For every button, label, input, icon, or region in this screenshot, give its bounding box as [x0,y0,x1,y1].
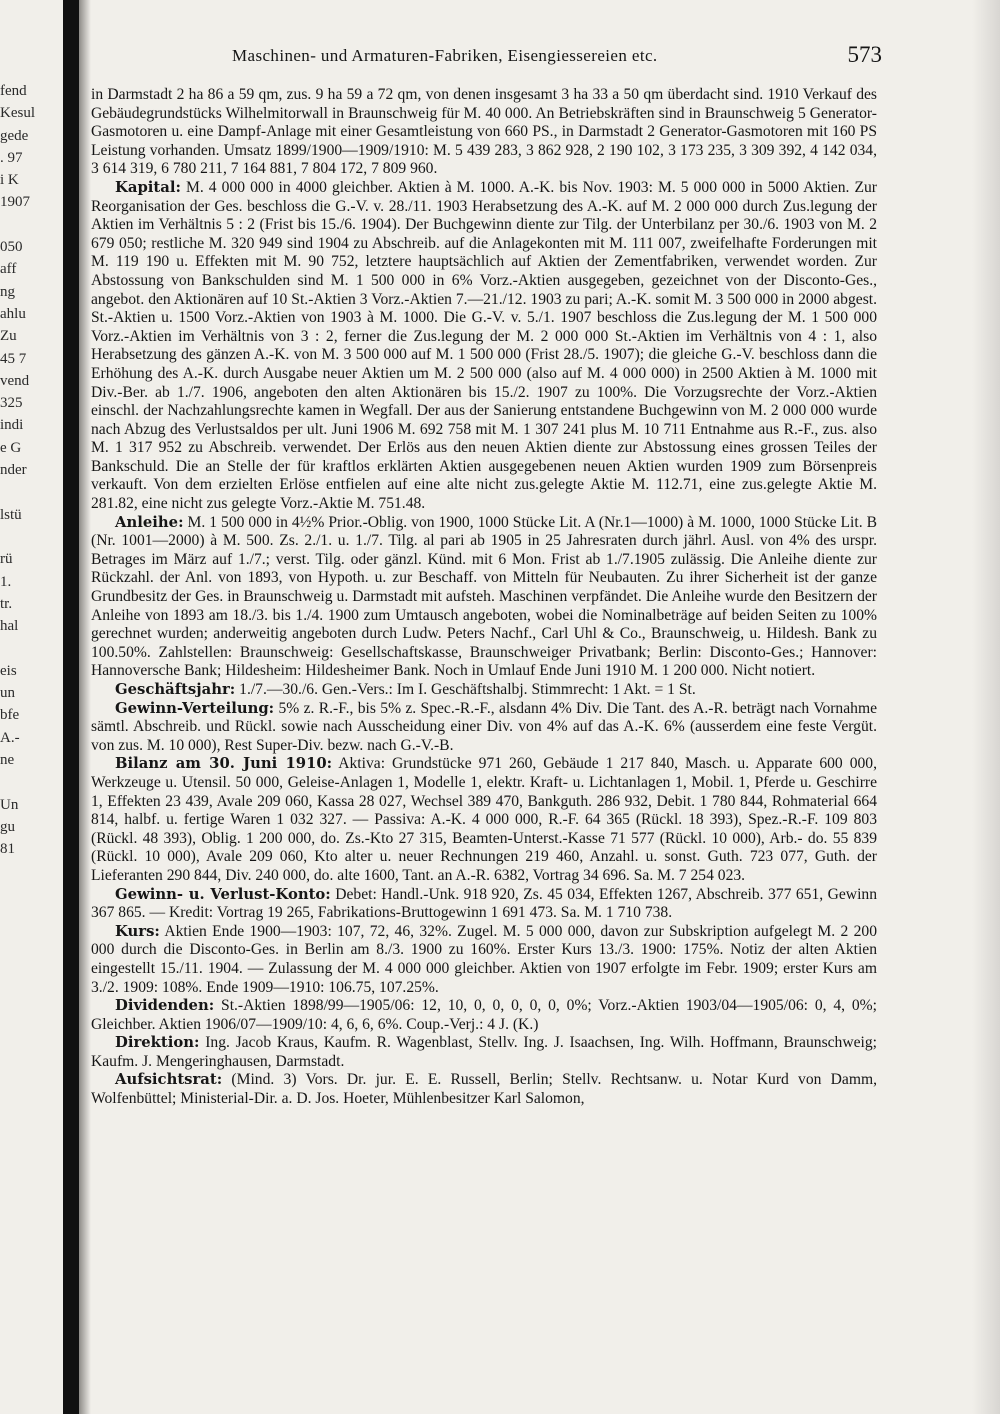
book-binding-edge [63,0,79,1414]
section-label: Kurs: [115,922,160,940]
paragraph-aufsichtsrat [91,1071,877,1108]
fragment-line: 1907 [0,194,30,211]
paragraph-text: Aktien Ende 1900—1903: 107, 72, 46, 32%. Zugel. M. 5 000 000, davon zur Subskription aufgelegt M. 2 200 000 durch die Disconto-Ges. in Berlin am 8./3. 1900 zu 160%. Erster Kurs 13./3. 1900: 175%. Notiz der alten Aktien eingestellt 15./11. 1904. — Zulassung der M. 4 000 000 gleichber. Aktien von 1907 erfolgte im Febr. 1909; erster Kurs am 3./2. 1909: 108%. Ende 1909—1910: 106.75, 107.25%. [91,922,877,996]
paragraph-text: (Mind. 3) Vors. Dr. jur. E. E. Russell, Berlin; Stellv. Rechtsanw. u. Notar Kurd von Damm, Wolfenbüttel; Ministerial-Dir. a. D. Jos. Hoeter, Mühlenbesitzer Karl Salomon, [91,1071,877,1108]
paragraph-text: Ing. Jacob Kraus, Kaufm. R. Wagenblast, Stellv. Ing. J. Isaachsen, Ing. Wilh. Hoffmann, Braunschweig; Kaufm. J. Mengeringhausen, Darmstadt. [91,1034,877,1070]
fragment-line [0,905,60,927]
fragment-line [0,637,60,659]
fragment-line [0,972,60,994]
paragraph-text: 5% z. R.-F., bis 5% z. Spec.-R.-F., alsdann 4% Div. Die Tant. des A.-R. beträgt nach Vornahme sämtl. Abschreib. und Rückl. sowie nach Ausscheidung einer Div. von 4% auf das A.-K. 6% (ausserdem eine feste Vergüt. von zus. M. 10 000), Rest Super-Div. bezw. nach G.-V.-B. [91,699,877,754]
fragment-line: gede [0,127,29,144]
fragment-line: Zu [0,328,17,345]
section-label: Direktion: [115,1034,200,1052]
fragment-line: Un [0,796,19,813]
paragraph-dividenden [91,997,877,1034]
section-label: Geschäftsjahr: [115,681,236,698]
fragment-line: 81 [0,841,15,858]
fragment-line: e G [0,439,22,456]
paragraph-text: in Darmstadt 2 ha 86 a 59 qm, zus. 9 ha 59 a 72 qm, von denen insgesamt 3 ha 33 a 50 qm überdacht sind. 1910 Verkauf des Gebäudegrundstücks Wilhelmitorwall in Braunschweig für M. 40 000. An Betriebskräften sind in Braunschweig 5 Generator-Gasmotoren u. eine Dampf-Anlage mit einer Gesamtleistung von 660 PS., in Darmstadt 2 Generator-Gasmotoren mit 160 PS Leistung vorhanden. Umsatz 1899/1900—1909/1910: M. 5 439 283, 3 862 928, 2 190 102, 3 173 235, 3 309 392, 4 142 034, 3 614 319, 6 780 211, 7 164 881, 7 804 172, 7 809 960. [91,86,877,178]
fragment-line: hal [0,618,19,635]
page-edge [972,0,1000,1414]
paragraph-text: M. 4 000 000 in 4000 gleichber. Aktien à M. 1000. A.-K. bis Nov. 1903: M. 5 000 000 in 5000 Aktien. Zur Reorganisation der Ges. beschloss die G.-V. v. 28./11. 1903 Herabsetzung des A.-K. auf M. 2 000 000 durch Zus.legung der Aktien im Verhältnis 5 : 2 (Frist bis 15./6. 1904). Der Buchgewinn diente zur Tilg. der Unterbilanz per 30./6. 1903 von M. 2 679 050; restliche M. 320 949 sind 1904 zu Abschreib. auf die Anlagekonten mit M. 111 007, zweifelhafte Forderungen mit M. 119 190 u. Effekten mit M. 90 752, letztere hauptsächlich auf Aktien der Zementfabriken, verwendet worden. Zur Abstossung von Bankschulden sind M. 1 500 000 in 6% Vorz.-Aktien ausgegeben, gezeichnet von der Disconto-Ges., angebot. den Aktionären auf 10 St.-Aktien 3 Vorz.-Aktien 7.—21./12. 1903 zu pari; A.-K. somit M. 3 500 000 in 2000 abgest. St.-Aktien u. 1500 Vorz.-Aktien von 1903 à M. 1000. Die G.-V. v. 5./1. 1907 beschloss die Zus.legung der M. 1 500 000 Vorz.-Aktien im Verhältnis von 3 : 2, ferner die Zus.legung der M. 2 000 000 St.-Aktien im Verhältnis von 4 : 1, also Herabsetzung des gänzen A.-K. von M. 3 500 000 auf M. 1 500 000 (Frist 28./5. 1907); die gleiche G.-V. beschloss dann die Erhöhung des A.-K. durch Ausgabe neuer Aktien um M. 2 500 000 (also auf M. 4 000 000) in 2500 Aktien à M. 1000 mit Div.-Ber. ab 1./7. 1906, angeboten den alten Aktionären bis 15./2. 1907 zu 100%. Die Vorzugsrechte der Vorz.-Aktien einschl. der Nachzahlungsrechte kamen in Wegfall. Der aus der Sanierung entstandene Buchgewinn von M. 2 000 000 wurde nach Abzug des Verlustsaldos per ult. Juni 1906 M. 692 758 mit M. 1 307 241 plus M. 10 711 Entnahme aus R.-F., zus. also M. 1 317 952 zu Abschreib. verwendet. Der Erlös aus den neuen Aktien diente zur Abstossung eines grossen Teiles der Bankschuld. Die an Stelle der für kraftlos erklärten Aktien ausgegebenen neuen Aktien wurden 1909 zum Börsenpreis verkauft. Von dem erzielten Erlöse entfielen auf eine alte nicht zus.gelegte Aktie M. 112.71, eine zus.gelegte Aktie M. 281.82, eine nicht zus gelegte Vorz.-Aktie M. 751.48. [91,178,877,513]
fragment-line: Kesul [0,105,35,122]
fragment-line: nder [0,462,27,479]
paragraph-direktion [91,1034,877,1071]
fragment-line: vend [0,372,30,389]
fragment-line: eis [0,662,17,679]
fragment-line: A.- [0,729,20,746]
fragment-line [0,771,60,793]
page-header [232,42,882,76]
fragment-line: bfe [0,707,20,724]
fragment-line [0,860,60,882]
section-label: Bilanz am 30. Juni 1910: [115,755,333,773]
paragraph-gewinn-verlust [91,886,877,923]
paragraph-text: Debet: Handl.-Unk. 918 920, Zs. 45 034, Effekten 1267, Abschreib. 377 651, Gewinn 367 865. — Kredit: Vortrag 19 265, Fabrikations-Bruttogewinn 1 691 473. Sa. M. 1 710 738. [91,885,877,922]
section-label: Gewinn- u. Verlust-Konto: [115,885,331,903]
fragment-line: un [0,685,15,702]
fragment-line: 45 7 [0,350,27,367]
paragraph-gewinn-verteilung [91,700,877,756]
fragment-line: i K [0,172,19,189]
section-label: Dividenden: [115,997,215,1015]
page-number: 573 [847,42,882,67]
fragment-line [0,927,60,949]
section-label: Anleihe: [115,513,184,531]
fragment-line: gu [0,818,15,835]
fragment-line: indi [0,417,24,434]
fragment-line: ng [0,283,15,300]
fragment-line: rü [0,551,13,568]
paragraph-intro [91,86,877,179]
document-body [91,86,877,1109]
fragment-line [0,883,60,905]
fragment-line: ne [0,751,15,768]
paragraph-bilanz [91,755,877,885]
gutter-shadow [79,0,91,1414]
fragment-line: tr. [0,595,13,612]
fragment-line: fend [0,83,27,99]
fragment-line: . 97 [0,149,23,166]
paragraph-text: Aktiva: Grundstücke 971 260, Gebäude 1 217 840, Masch. u. Apparate 600 000, Werkzeuge u. Utensil. 50 000, Geleise-Anlagen 1, Modelle 1, elektr. Kraft- u. Lichtanlagen 1, Mobil. 1, Pferde u. Geschirre 1, Effekten 23 439, Avale 209 060, Kassa 28 027, Wechsel 389 470, Bankguth. 286 932, Debit. 1 780 844, Rohmaterial 664 814, halbf. u. fertige Waren 1 032 327. — Passiva: A.-K. 4 000 000, R.-F. 64 365 (Rückl. 18 393), Spez.-R.-F. 109 803 (Rückl. 48 393), Oblig. 1 200 000, do. Zs.-Kto 27 315, Beamten-Unterst.-Kasse 71 577 (Rückl. 10 000), Arb.- do. 55 839 (Rückl. 10 000), Avale 209 060, Kto alter u. neuer Rechnungen 219 460, Anzahl. u. sonst. Guth. 723 077, Guth. der Lieferanten 290 844, Div. 240 000, do. alte 1600, Tant. an A.-R. 6382, Vortrag 34 696. Sa. M. 7 254 023. [91,755,877,884]
paragraph-kurs [91,923,877,997]
fragment-line: ahlu [0,305,26,322]
fragment-line [0,994,60,1016]
paragraph-text: 1./7.—30./6. Gen.-Vers.: Im I. Geschäftshalbj. Stimmrecht: 1 Akt. = 1 St. [239,681,696,698]
fragment-line: 1. [0,573,12,590]
section-label: Aufsichtsrat: [115,1071,223,1089]
section-label: Kapital: [115,178,181,196]
fragment-line [0,214,60,236]
fragment-line [0,1016,60,1038]
fragment-line [0,950,60,972]
running-title: Maschinen- und Armaturen-Fabriken, Eisengiessereien etc. [232,46,658,65]
fragment-line: 325 [0,395,23,412]
paragraph-kapital [91,179,877,514]
fragment-line: aff [0,261,17,278]
paragraph-text: M. 1 500 000 in 4½% Prior.-Oblig. von 1900, 1000 Stücke Lit. A (Nr.1—1000) à M. 1000, 1000 Stücke Lit. B (Nr. 1001—2000) à M. 500. Zs. 2./1. u. 1./7. Tilg. al pari ab 1905 in 25 Jahresraten durch jährl. Ausl. von 4% des urspr. Betrages im März auf 1./7.; verst. Tilg. oder gänzl. Künd. mit 6 Mon. Frist ab 1./7.1905 zulässig. Die Anleihe diente zur Rückzahl. der Anl. von 1893, von Hypoth. u. zur Beschaff. von Mitteln für Neubauten. Zu ihrer Sicherheit ist der ganze Grundbesitz der Ges. in Braunschweig u. Darmstadt mit aufsteh. Maschinen verpfändet. Die Anleihe wurde den Besitzern der Anleihe von 1893 am 18./3. bis 1./4. 1900 zum Umtausch angeboten, wobei die Nominalbeträge auf beiden Seiten zu 100% gerechnet wurden; anderweitig angeboten durch Ludw. Peters Nachf., Carl Uhl & Co., Braunschweig, u. Hildesh. Bank zu 100.50%. Zahlstellen: Braunschweig: Gesellschaftskasse, Braunschweiger Privatbank; Berlin: Disconto-Ges.; Hannover: Hannoversche Bank; Hildesheim: Hildesheimer Bank. Noch in Umlauf Ende Juni 1910 M. 1 200 000. Nicht notiert. [91,513,877,680]
paragraph-geschaeftsjahr [91,681,877,700]
paragraph-anleihe [91,514,877,681]
fragment-line: lstü [0,506,22,523]
previous-page-fragments [0,80,60,1039]
fragment-line [0,481,60,503]
section-label: Gewinn-Verteilung: [115,699,275,717]
fragment-line: 050 [0,239,23,256]
paragraph-text: St.-Aktien 1898/99—1905/06: 12, 10, 0, 0, 0, 0, 0, 0%; Vorz.-Aktien 1903/04—1905/06: 0, 4, 0%; Gleichber. Aktien 1906/07—1909/10: 4, 6, 6, 6%. Coup.-Verj.: 4 J. (K.) [91,997,877,1033]
fragment-line [0,526,60,548]
